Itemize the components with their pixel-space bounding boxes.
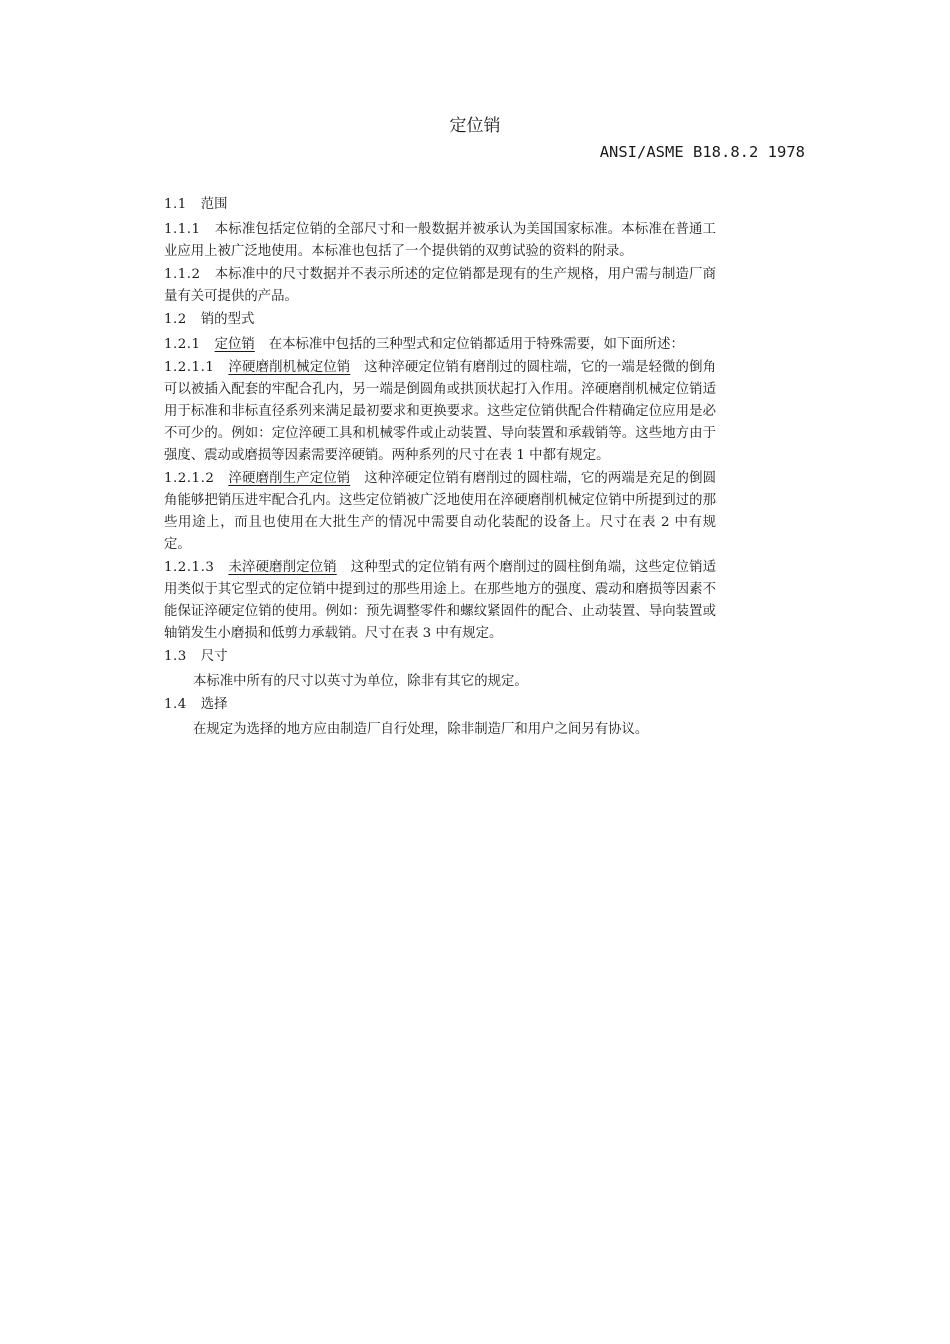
paragraph-1-1-2 <box>164 264 716 308</box>
standard-number: ANSI/ASME B18.8.2 1978 <box>599 143 805 161</box>
section-1-3-heading <box>164 646 716 668</box>
section-number: 1.4 <box>164 697 187 712</box>
paragraph-1-2-1 <box>164 334 716 356</box>
document-body <box>164 193 716 741</box>
term-underlined: 淬硬磨削机械定位销 <box>228 360 351 375</box>
section-1-2-heading <box>164 309 716 331</box>
paragraph-1-1-1 <box>164 219 716 263</box>
section-title: 范围 <box>200 197 228 212</box>
term-underlined: 定位销 <box>214 337 255 352</box>
section-number: 1.2.1.1 <box>164 360 215 375</box>
paragraph-1-2-1-1 <box>164 357 716 467</box>
section-title: 销的型式 <box>200 312 255 327</box>
section-number: 1.2.1.2 <box>164 471 215 486</box>
section-title: 尺寸 <box>200 649 228 664</box>
section-number: 1.2.1 <box>164 337 201 352</box>
section-1-1-heading <box>164 194 716 216</box>
paragraph-1-2-1-2 <box>164 468 716 556</box>
section-title: 选择 <box>200 697 228 712</box>
paragraph-1-3: 本标准中所有的尺寸以英寸为单位，除非有其它的规定。 <box>193 674 528 689</box>
section-number: 1.1 <box>164 197 187 212</box>
paragraph-text: 这种淬硬定位销有磨削过的圆柱端，它的一端是轻微的倒角可以被插入配套的牢配合孔内，另一端是倒圆角或拱顶状起打入作用。淬硬磨削机械定位销适用于标准和非标直径系列来满足最初要求和更换要求。这些定位销供配合件精确定位应用是必不可少的。例如：定位淬硬工具和机械零件或止动装置、导向装置和承载销等。这些地方由于强度、震动或磨损等因素需要淬硬销。两种系列的尺寸在表 1 中都有规定。 <box>164 360 717 463</box>
term-underlined: 未淬硬磨削定位销 <box>228 560 337 575</box>
section-number: 1.2 <box>164 312 187 327</box>
section-1-4-heading <box>164 694 716 716</box>
document-title: 定位销 <box>449 116 501 136</box>
paragraph-1-2-1-3 <box>164 557 716 645</box>
paragraph-text: 这种淬硬定位销有磨削过的圆柱端，它的两端是充足的倒圆角能够把销压进牢配合孔内。这些定位销被广泛地使用在淬硬磨削机械定位销中所提到过的那些用途上，而且也使用在大批生产的情况中需要自动化装配的设备上。尺寸在表 2 中有规定。 <box>164 471 717 552</box>
paragraph-text: 本标准包括定位销的全部尺寸和一般数据并被承认为美国国家标准。本标准在普通工业应用上被广泛地使用。本标准也包括了一个提供销的双剪试验的资料的附录。 <box>164 222 716 259</box>
section-number: 1.2.1.3 <box>164 560 215 575</box>
section-number: 1.3 <box>164 649 187 664</box>
term-underlined: 淬硬磨削生产定位销 <box>228 471 351 486</box>
paragraph-text: 在本标准中包括的三种型式和定位销都适用于特殊需要，如下面所述： <box>268 337 684 352</box>
section-number: 1.1.2 <box>164 267 201 282</box>
paragraph-1-4: 在规定为选择的地方应由制造厂自行处理，除非制造厂和用户之间另有协议。 <box>193 722 649 737</box>
paragraph-text: 这种型式的定位销有两个磨削过的圆柱倒角端，这些定位销适用类似于其它型式的定位销中提到过的那些用途上。在那些地方的强度、震动和磨损等因素不能保证淬硬定位销的使用。例如：预先调整零件和螺纹紧固件的配合、止动装置、导向装置或轴销发生小磨损和低剪力承载销。尺寸在表 3 中有规定。 <box>164 560 717 641</box>
section-number: 1.1.1 <box>164 222 201 237</box>
paragraph-text: 本标准中的尺寸数据并不表示所述的定位销都是现有的生产规格，用户需与制造厂商量有关可提供的产品。 <box>164 267 716 304</box>
